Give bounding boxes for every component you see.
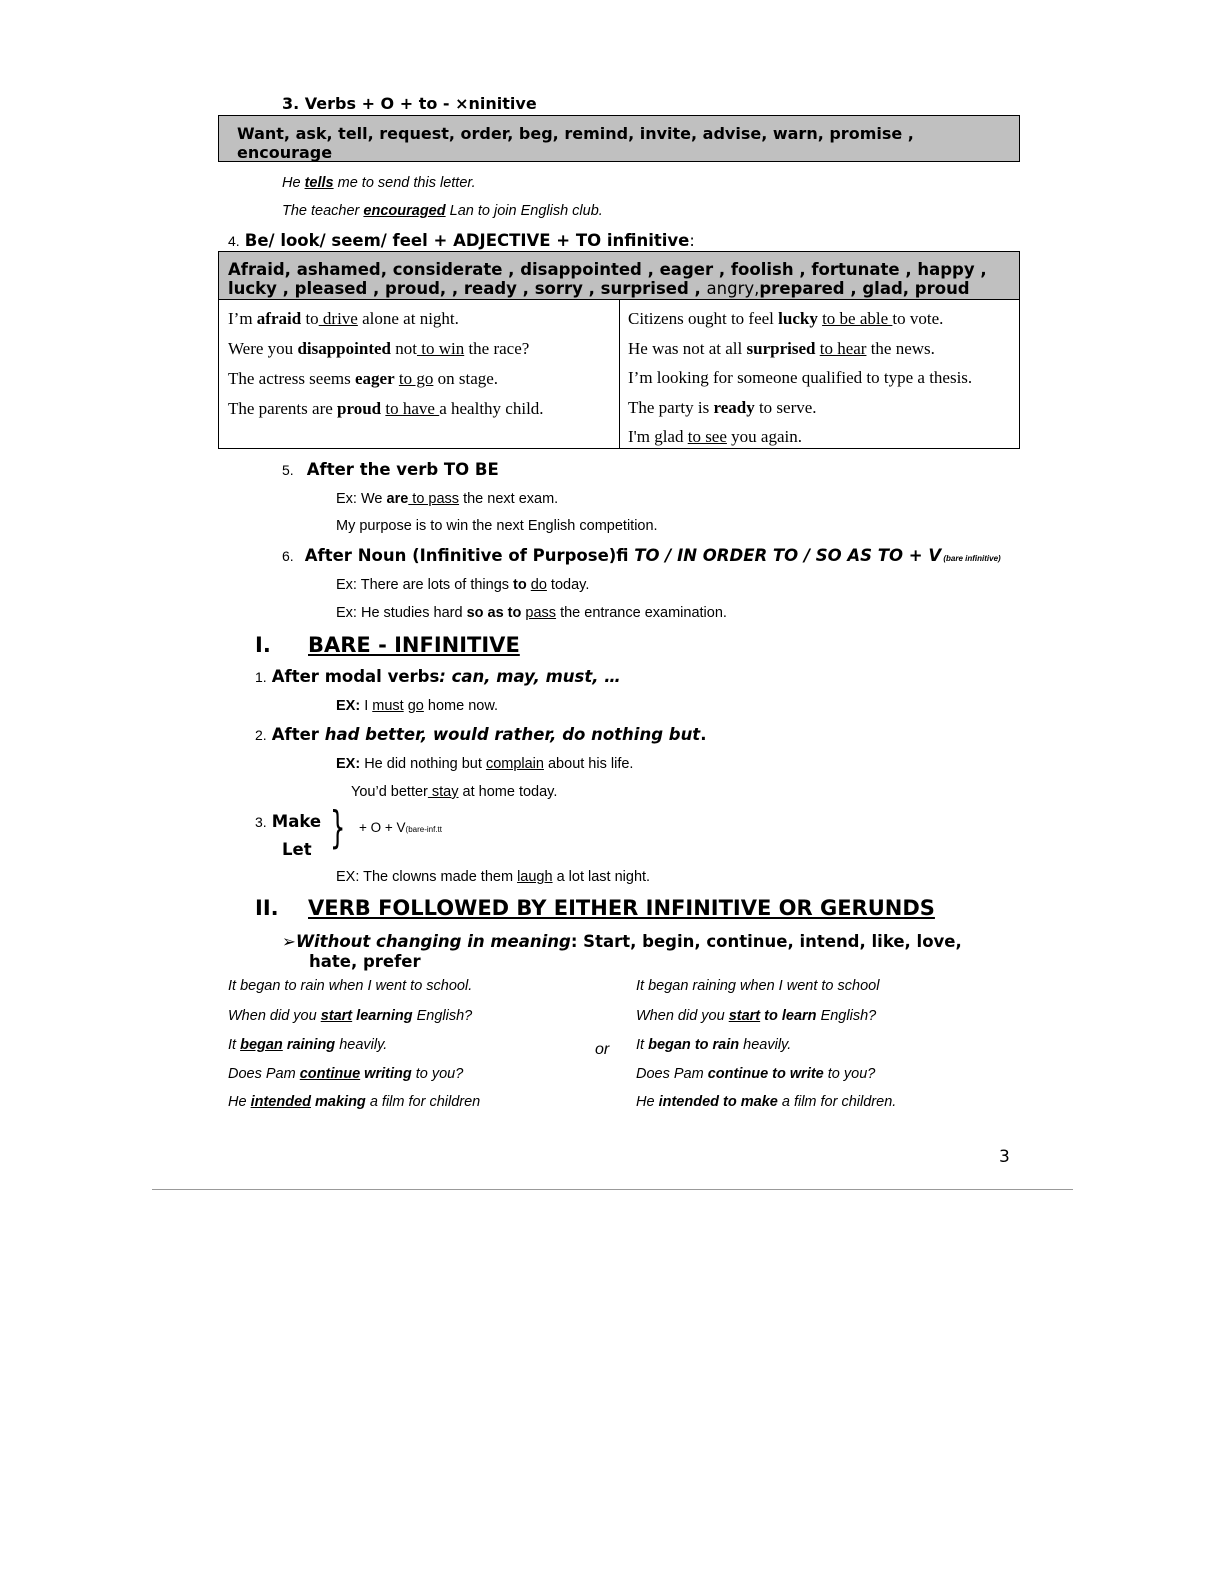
example-sentence [636,1008,876,1024]
bold-word: learning [352,1008,413,1024]
example-sentence [228,1066,463,1082]
formula [359,820,442,835]
text: He [228,1094,251,1110]
text: alone at night. [357,309,459,328]
underlined-word: complain [485,756,544,772]
bold-word: lucky [778,309,818,328]
text: He [282,175,305,191]
table-row [628,309,943,329]
text: I'm glad [628,427,688,446]
bold-word: making [311,1094,366,1110]
text: It [636,1037,649,1053]
text: heavily. [335,1037,388,1053]
text: to you? [823,1066,876,1082]
item-title: After modal verbs [271,667,440,686]
section-number: 5. [282,462,294,478]
part-ii-number: II. [255,896,279,920]
text: the next exam. [459,491,559,507]
arrow-bullet-icon: ➢ [282,932,296,951]
text: Ex: We [336,491,387,507]
text: to serve. [754,397,817,417]
adjective-list-line [228,279,1019,298]
underlined-word: to have [385,399,440,418]
bold-word: raining [282,1037,336,1053]
page-number: 3 [999,1147,1010,1167]
text: a healthy child. [439,399,544,418]
example-sentence [282,203,603,219]
section-4-title [228,231,695,250]
item-title-italic: : can, may, must, … [439,667,621,686]
part-ii-subtitle-line2 [309,952,421,971]
text: Were you [228,339,298,358]
text: the news. [866,338,935,358]
bold-word: are [386,491,409,507]
bare-inf-item-1 [255,667,621,686]
example-sentence [336,577,589,593]
item-let [282,840,312,859]
text: angry, [706,279,760,298]
underlined-word: to go [398,369,434,388]
text: home now. [423,698,499,714]
example-sentence [336,605,727,621]
ex-label: EX: [336,698,361,714]
text: Lan to join English club. [445,203,603,219]
example-sentence [636,1037,791,1053]
part-i-number: I. [255,633,271,657]
table-divider [619,299,620,448]
table-row [228,369,498,389]
formula-text: + O + V [359,820,406,835]
text: you again. [726,427,802,446]
table-row [228,309,459,329]
underlined-word: laugh [517,869,553,885]
colon: : [689,231,695,250]
ex-label: EX: [336,756,361,772]
section-3-title: 3. Verbs + O + to - ×ninitive [282,94,537,113]
underlined-word: intended [250,1094,311,1110]
text: It [228,1037,241,1053]
text: today. [546,577,590,593]
text: heavily. [739,1037,792,1053]
bold-word: writing [360,1066,412,1082]
example-sentence [282,175,476,191]
part-ii-title: VERB FOLLOWED BY EITHER INFINITIVE OR GERUNDS [308,896,935,920]
table-row [628,339,935,359]
underlined-word: tells [304,175,334,191]
small-note: (bare infinitive) [941,554,1001,563]
example-sentence [228,978,472,994]
subtitle-italic: Without changing in meaning [295,932,571,951]
text: not [390,339,417,358]
item-let-text: Let [282,840,312,859]
period: . [700,725,707,744]
underlined-word: to win [416,339,465,358]
bold-word: intended to make [658,1094,778,1110]
section-title: After the verb TO BE [306,460,499,479]
part-i-title: BARE - INFINITIVE [308,633,520,657]
bold-word: began to rain [648,1037,740,1053]
table-row [628,398,817,418]
text: Does Pam [636,1066,708,1082]
section-title: Be/ look/ seem/ feel + ADJECTIVE + TO infinitive [244,231,690,250]
section-title-italic: TO / IN ORDER TO / SO AS TO + V [634,546,942,565]
example-sentence [336,491,558,507]
text: a film for children. [777,1094,897,1110]
text: It began to rain when I went to school. [228,978,473,994]
text: The teacher [282,203,364,219]
text: He did nothing but [360,756,486,772]
table-row [628,368,972,388]
subtitle-text: hate, prefer [309,952,421,971]
text: When did you [636,1008,729,1024]
text: a lot last night. [552,869,651,885]
example-sentence [351,784,557,800]
table-row [228,399,544,419]
text: He was not at all [628,338,747,358]
example-sentence [636,1094,896,1110]
underlined-word: began [240,1037,283,1053]
text: to vote. [892,309,944,328]
underlined-word: to pass [408,491,460,507]
bold-word: to [513,577,527,593]
text: to you? [411,1066,464,1082]
bare-inf-item-2 [255,725,706,744]
text: on stage. [433,369,499,388]
text: a film for children [365,1094,481,1110]
text: I [360,698,373,714]
example-sentence [228,1037,387,1053]
verb-list-box [218,115,1020,162]
underlined-word: start [728,1008,761,1024]
section-number: 4. [228,233,240,249]
underlined-word: go [407,698,424,714]
item-title: After [271,725,325,744]
bold-word: proud [337,399,382,418]
text: English? [412,1008,473,1024]
example-sentence [228,1094,480,1110]
text: to [301,309,319,328]
underlined-word: pass [525,605,557,621]
formula-small: (bare-inf.tt [405,825,442,834]
bare-inf-item-3 [255,812,321,831]
bold-word: disappointed [297,339,391,358]
underlined-word: must [372,698,404,714]
item-title-italic: had better, would rather, do nothing but [324,725,701,744]
right-brace-icon: } [330,802,346,853]
underlined-word: drive [318,309,358,328]
underlined-word: to see [687,427,727,446]
section-6-title [282,546,1001,565]
item-number: 1. [255,669,267,685]
page-separator [152,1189,1073,1190]
item-make: Make [271,812,322,831]
text: Ex: He studies hard [336,605,467,621]
bold-word: surprised [746,338,816,358]
text: The parents are [228,399,338,418]
or-label: or [595,1041,610,1058]
underlined-word: stay [427,784,459,800]
underlined-word: to hear [819,338,867,358]
example-sentence [636,1066,875,1082]
item-number: 3. [255,814,267,830]
text: prepared , glad, proud [759,279,970,298]
section-number: 6. [282,548,294,564]
example-sentence [636,978,879,994]
text: Citizens ought to feel [628,309,779,328]
text: me to send this letter. [333,175,476,191]
adjective-list-line: Afraid, ashamed, considerate , disappointed , eager , foolish , fortunate , happy , [228,260,987,279]
bold-word: afraid [256,309,302,328]
underlined-word: continue [299,1066,361,1082]
example-sentence [336,698,498,714]
underlined-word: to be able [822,309,893,328]
example-sentence [228,1008,472,1024]
text: about his life. [543,756,634,772]
text: the race? [464,339,530,358]
text: When did you [228,1008,321,1024]
section-5-title [282,460,499,479]
text: the entrance examination. [556,605,727,621]
text: You’d better [351,784,428,800]
adjective-list-box [218,251,1020,300]
underlined-word: do [530,577,547,593]
text: I’m looking for someone qualified to type a thesis. [628,368,973,387]
text: English? [816,1008,877,1024]
verb-list: Want, ask, tell, request, order, beg, remind, invite, advise, warn, promise , encourage [237,124,914,162]
bold-word: so as to [466,605,522,621]
table-row [628,427,802,447]
text: Does Pam [228,1066,300,1082]
part-ii-subtitle [282,932,962,951]
bold-word: eager [354,369,395,388]
text: I’m [228,309,257,328]
example-sentence [336,756,633,772]
underlined-word: encouraged [363,203,446,219]
bold-word: ready [713,397,755,417]
bold-word: continue to write [707,1066,824,1082]
text: He [636,1094,659,1110]
example-sentence [336,869,650,885]
example-sentence: My purpose is to win the next English competition. [336,518,658,534]
section-title: After Noun (Infinitive of Purpose)ﬁ [304,546,635,565]
text: EX: The clowns made them [336,869,518,885]
text: It began raining when I went to school [636,978,880,994]
text: Ex: There are lots of things [336,577,514,593]
bold-word: to learn [760,1008,817,1024]
text: lucky , pleased , proud, , ready , sorry , surprised , [228,279,707,298]
underlined-word: start [320,1008,353,1024]
subtitle-text: : Start, begin, continue, intend, like, love, [570,932,962,951]
text: The actress seems [228,369,355,388]
table-row [228,339,529,359]
text: at home today. [458,784,558,800]
item-number: 2. [255,727,267,743]
text: The party is [628,397,714,417]
